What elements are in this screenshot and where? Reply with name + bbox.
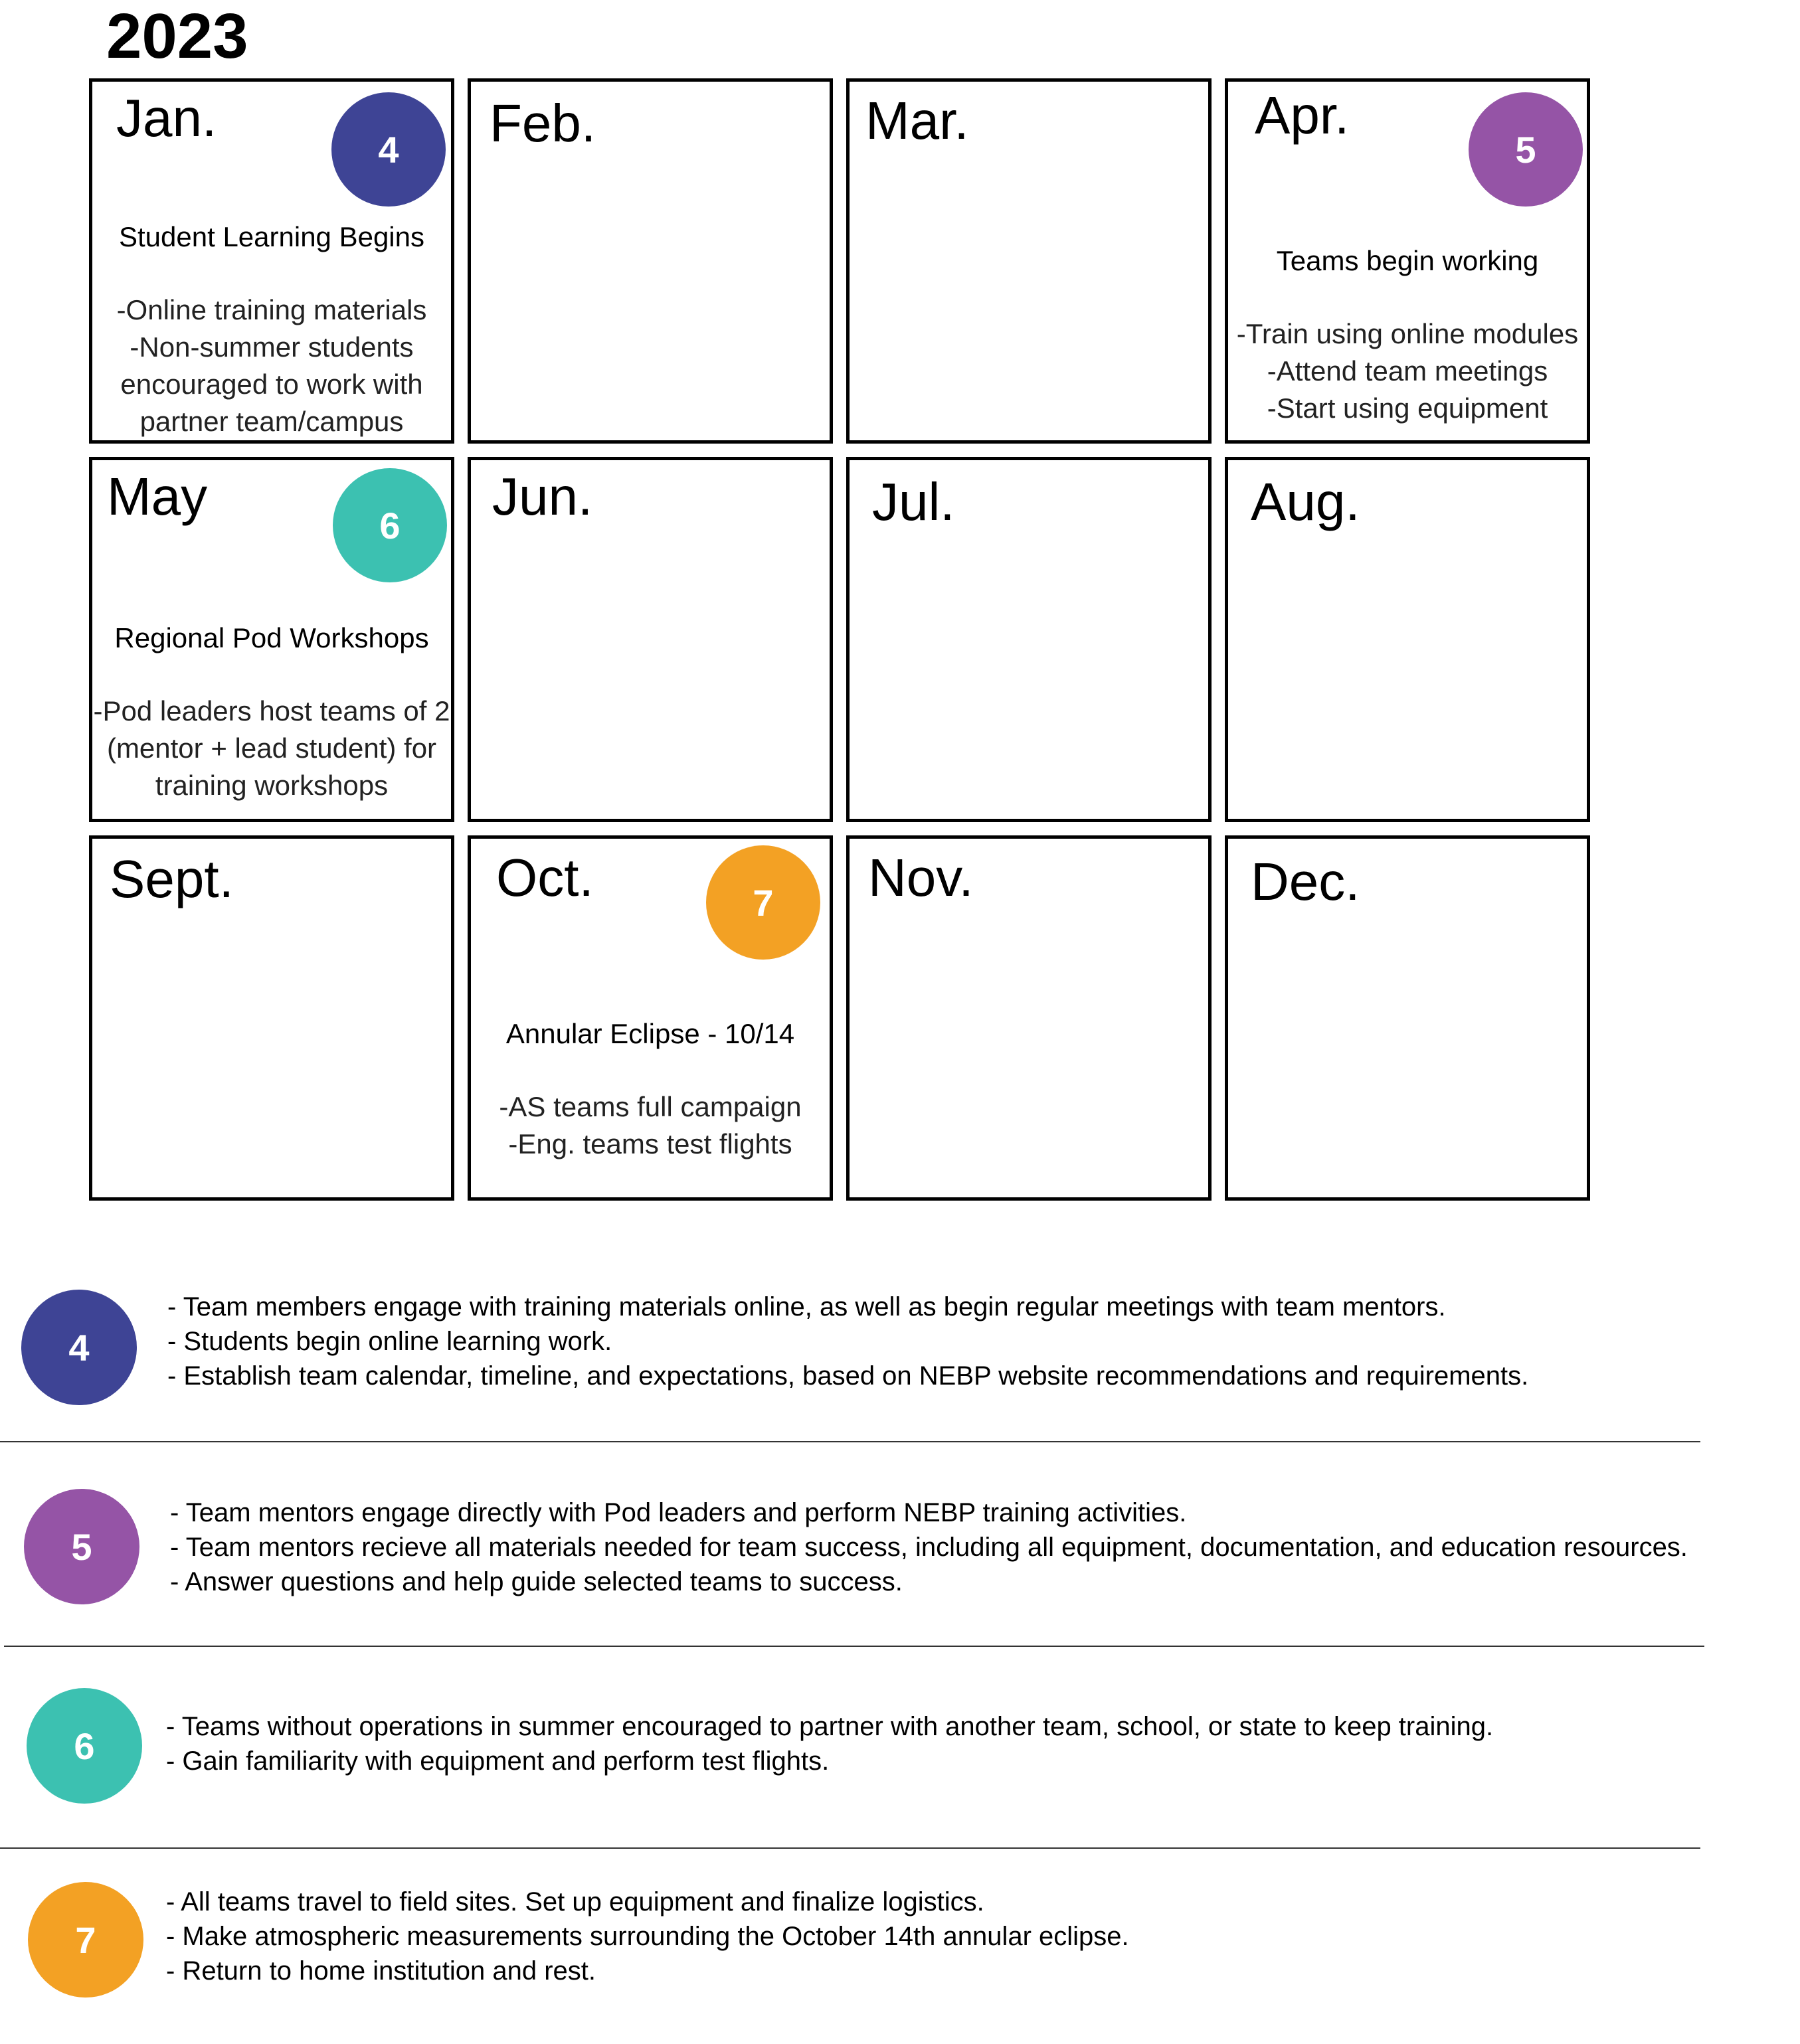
legend-text-7: - All teams travel to field sites. Set up equipment and finalize logistics. - Make atmospheric measurements surrounding the October 14th annular eclipse. - Return to home institution and rest.	[166, 1887, 1129, 1986]
milestone-badge-5: 5	[1469, 92, 1583, 207]
month-cell-sept	[89, 835, 454, 1201]
event-details: -Online training materials -Non-summer students encouraged to work with partner team/campus	[116, 294, 427, 437]
legend-badge-6: 6	[27, 1688, 142, 1804]
page-title: 2023	[106, 1, 248, 72]
event-title: Annular Eclipse - 10/14	[505, 1018, 795, 1049]
month-cell-mar	[846, 78, 1212, 444]
event-title: Teams begin working	[1276, 245, 1539, 276]
milestone-badge-7: 7	[706, 845, 820, 960]
legend-divider	[0, 1441, 1700, 1442]
month-label: Oct.	[496, 848, 594, 907]
month-cell-may	[89, 457, 454, 822]
event-details: -Train using online modules -Attend team meetings -Start using equipment	[1236, 318, 1579, 424]
month-label: Jul.	[872, 472, 955, 531]
month-cell-dec	[1225, 835, 1590, 1201]
month-label: Jun.	[492, 467, 593, 526]
month-cell-jul	[846, 457, 1212, 822]
legend-text-6: - Teams without operations in summer encouraged to partner with another team, school, or state to keep training. - Gain familiarity with equipment and perform test flights.	[166, 1712, 1494, 1776]
legend-badge-5: 5	[24, 1489, 139, 1604]
legend-divider	[4, 1646, 1704, 1647]
legend-badge-7: 7	[28, 1882, 143, 1998]
month-cell-jan	[89, 78, 454, 444]
month-label: May	[107, 467, 208, 526]
event-details: -Pod leaders host teams of 2 (mentor + lead student) for training workshops	[93, 695, 450, 801]
milestone-badge-4: 4	[331, 92, 446, 207]
month-cell-apr	[1225, 78, 1590, 444]
legend-badge-4: 4	[21, 1290, 137, 1405]
month-label: Apr.	[1255, 86, 1350, 145]
month-label: Sept.	[110, 849, 234, 908]
month-label: Aug.	[1251, 472, 1360, 531]
month-label: Jan.	[116, 88, 217, 147]
milestone-badge-6: 6	[333, 468, 447, 582]
legend-text-4: - Team members engage with training materials online, as well as begin regular meetings with team mentors. - Students begin online learning work. - Establish team calendar, timeline, and expectations, based on NEBP website recommendations and requirements.	[167, 1292, 1529, 1391]
month-cell-feb	[468, 78, 833, 444]
legend-text-5: - Team mentors engage directly with Pod leaders and perform NEBP training activities. - Team mentors recieve all materials needed for team success, including all equipment, documentation, and education resources. - Answer questions and help guide selected teams to success.	[170, 1498, 1688, 1596]
month-label: Dec.	[1251, 852, 1360, 911]
month-cell-aug	[1225, 457, 1590, 822]
month-cell-jun	[468, 457, 833, 822]
legend-divider	[0, 1847, 1700, 1849]
month-cell-nov	[846, 835, 1212, 1201]
month-label: Nov.	[868, 848, 974, 907]
event-title: Student Learning Begins	[118, 221, 424, 252]
month-cell-oct	[468, 835, 833, 1201]
month-label: Feb.	[490, 94, 596, 153]
event-details: -AS teams full campaign -Eng. teams test flights	[499, 1091, 802, 1159]
event-title: Regional Pod Workshops	[114, 622, 429, 653]
month-label: Mar.	[865, 91, 969, 150]
